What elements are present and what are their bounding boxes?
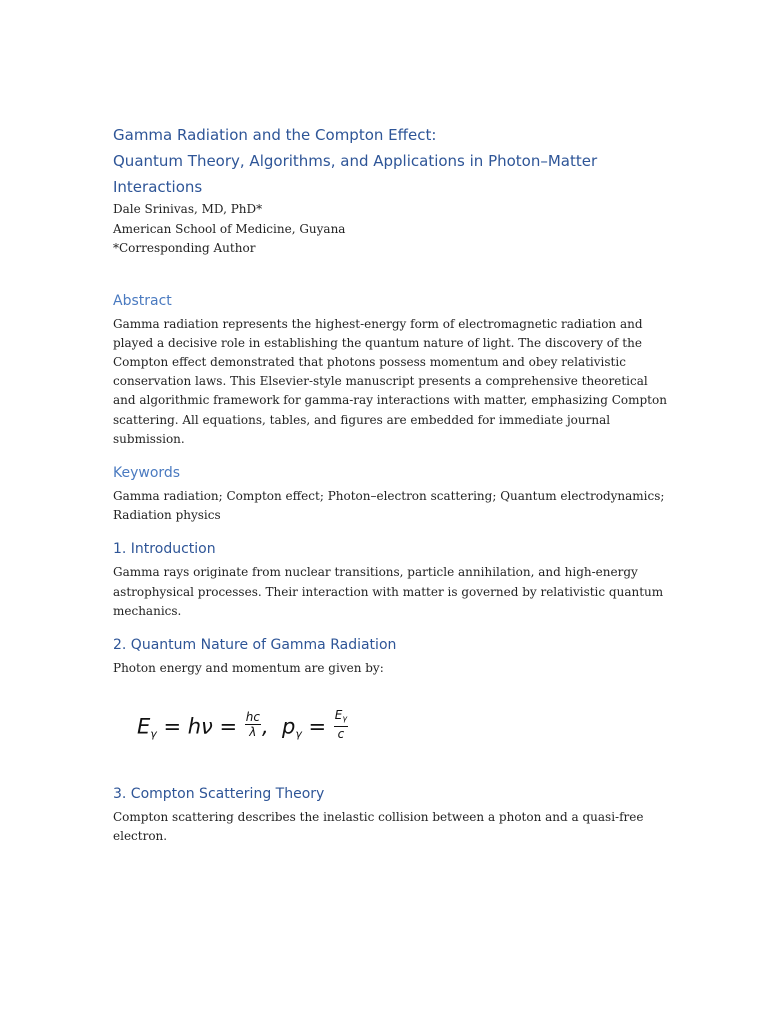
frac-energy-symbol: E: [334, 708, 343, 723]
equation-line: [137, 708, 349, 743]
section-introduction: [113, 539, 673, 621]
paper-page: [113, 122, 673, 847]
section-heading: 3. Compton Scattering Theory: [113, 786, 325, 803]
section-text: Photon energy and momentum are given by:: [113, 660, 384, 675]
eq-comma: ,: [261, 714, 282, 739]
frac-numerator: hc: [245, 710, 260, 725]
section-text: Gamma rays originate from nuclear transitions, particle annihilation, and high-energy astrophysical processes. Their interaction with matter is governed by relativistic quantum mechanics.: [113, 565, 664, 618]
eq-equals-hnu: = hν =: [156, 714, 244, 739]
keywords-section: [113, 463, 673, 525]
title-line-1: Gamma Radiation and the Compton Effect:: [113, 126, 437, 144]
paper-title: [113, 122, 673, 200]
abstract-heading: Abstract: [113, 292, 172, 309]
title-line-3: Interactions: [113, 178, 203, 196]
section-compton-scattering: [113, 784, 673, 846]
author-block: [113, 200, 673, 259]
frac-denominator: c: [337, 727, 345, 742]
keywords-heading: Keywords: [113, 464, 181, 481]
eq-momentum-symbol: p: [281, 714, 296, 739]
corresponding-note: *Corresponding Author: [113, 241, 256, 255]
abstract-text: Gamma radiation represents the highest-energy form of electromagnetic radiation and played a decisive role in establishing the quantum nature of light. The discovery of the Compton effect demonstrated that photons possess momentum and obey relativistic conservation laws. This Elsevier-style manuscript presents a comprehensive theoretical and algorithmic framework for gamma-ray interactions with matter, emphasizing Compton scattering. All equations, tables, and figures are embedded for immediate journal submission.: [113, 316, 667, 446]
eq-energy-symbol: E: [137, 714, 151, 739]
section-heading: 2. Quantum Nature of Gamma Radiation: [113, 636, 397, 653]
eq-equals: =: [301, 714, 333, 739]
eq-fraction-hc-lambda: [245, 711, 261, 738]
frac-gamma-subscript: γ: [342, 714, 348, 724]
frac-denominator: λ: [249, 725, 257, 740]
eq-fraction-e-c: [334, 709, 348, 740]
eq-gamma-subscript: γ: [295, 727, 302, 741]
author-name: Dale Srinivas, MD, PhD*: [113, 202, 263, 216]
photon-energy-equation: [113, 704, 673, 764]
section-heading: 1. Introduction: [113, 541, 216, 558]
section-quantum-nature: [113, 635, 673, 678]
eq-gamma-subscript: γ: [150, 727, 157, 741]
frac-numerator: [334, 709, 348, 727]
keywords-text: Gamma radiation; Compton effect; Photon–electron scattering; Quantum electrodynamics; Radiation physics: [113, 488, 665, 523]
abstract-section: [113, 291, 673, 449]
section-text: Compton scattering describes the inelastic collision between a photon and a quasi-free electron.: [113, 810, 644, 844]
title-line-2: Quantum Theory, Algorithms, and Applications in Photon–Matter: [113, 152, 598, 170]
affiliation: American School of Medicine, Guyana: [113, 221, 346, 236]
